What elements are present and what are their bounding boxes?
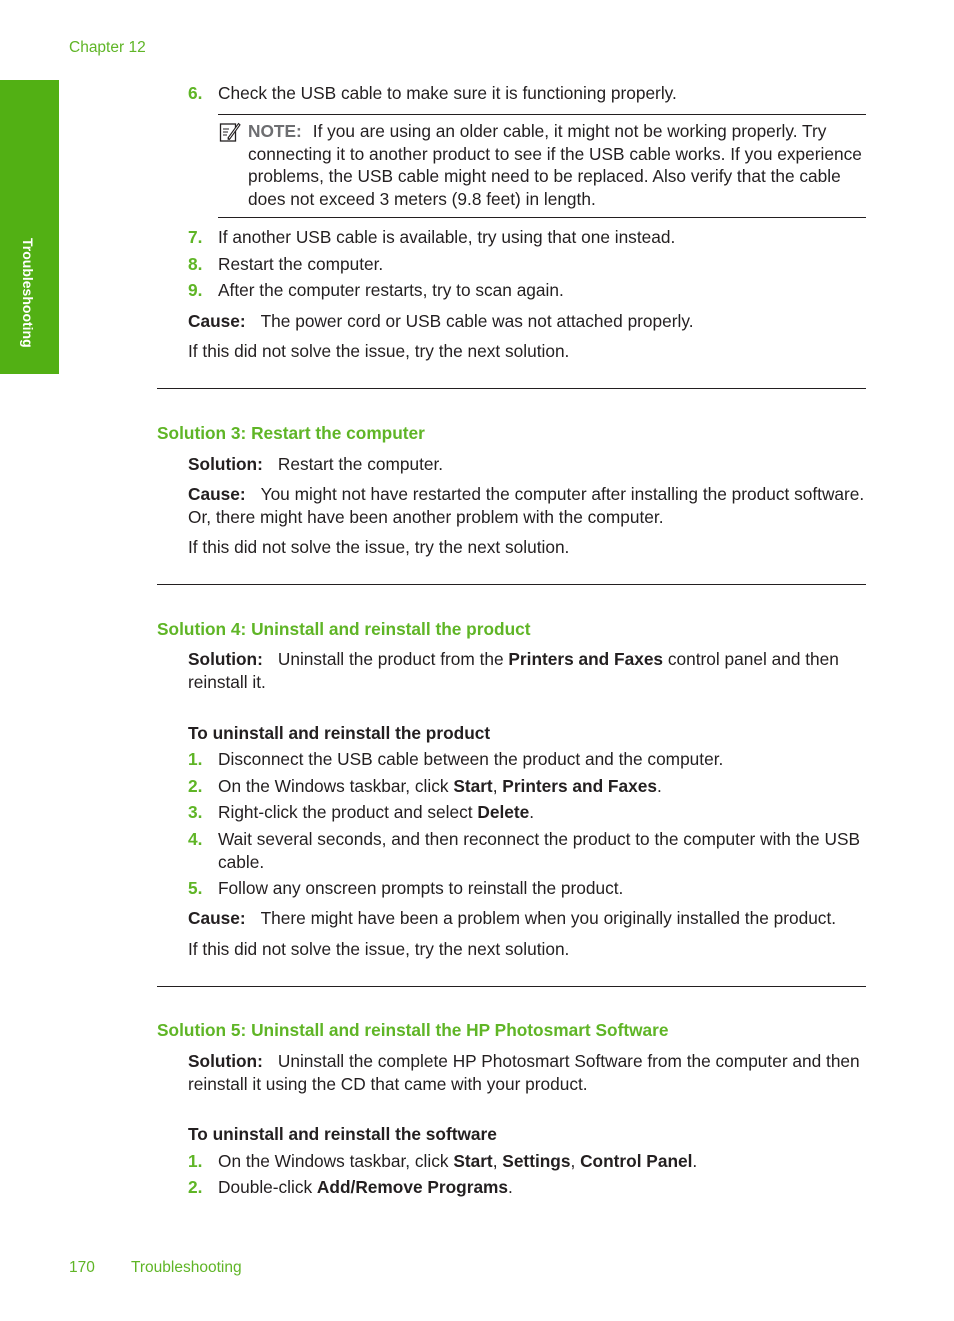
cause-text: There might have been a problem when you originally installed the product. — [260, 908, 837, 928]
step-text-part: Double-click — [218, 1177, 317, 1197]
solution-label: Solution: — [188, 454, 263, 474]
cause-paragraph — [188, 907, 868, 930]
cause-paragraph — [188, 310, 868, 333]
step-bold-start: Start — [453, 776, 493, 796]
footer-section: Troubleshooting — [131, 1259, 242, 1276]
cause-text: The power cord or USB cable was not attached properly. — [260, 311, 694, 331]
step-number: 4. — [188, 829, 203, 849]
step-number: 2. — [188, 776, 203, 796]
step-text-part: Right-click the product and select — [218, 802, 478, 822]
next-solution-text: If this did not solve the issue, try the next solution. — [188, 939, 570, 959]
step-text — [218, 1150, 868, 1173]
section-divider — [157, 584, 866, 585]
step-number: 2. — [188, 1177, 203, 1197]
note-icon — [219, 121, 241, 143]
step-text-end: . — [692, 1151, 698, 1171]
step-text: After the computer restarts, try to scan again. — [218, 280, 564, 300]
step-text: Disconnect the USB cable between the product and the computer. — [218, 749, 724, 769]
solution-text: Restart the computer. — [277, 454, 444, 474]
step-number: 7. — [188, 227, 203, 247]
procedure-title: To uninstall and reinstall the product — [188, 723, 491, 743]
step-number: 3. — [188, 802, 203, 822]
step-text: Follow any onscreen prompts to reinstall the product. — [218, 878, 624, 898]
procedure-title: To uninstall and reinstall the software — [188, 1124, 497, 1144]
note-text — [248, 120, 868, 210]
step-text-end: . — [508, 1177, 513, 1197]
step-bold-add-remove: Add/Remove Programs — [316, 1177, 509, 1197]
note-label: NOTE: — [248, 121, 302, 141]
step-bold-delete: Delete — [477, 802, 530, 822]
step-text: Wait several seconds, and then reconnect the product to the computer with the USB cable. — [218, 829, 860, 872]
solution-label: Solution: — [188, 649, 263, 669]
step-separator: , — [492, 1151, 503, 1171]
step-separator: , — [492, 776, 503, 796]
solution-bold-text: Printers and Faxes — [508, 649, 664, 669]
note-body: If you are using an older cable, it might not be working properly. Try connecting it to another product to see if the USB cable works. If you experience problems, the USB cable might need to be replaced. Also verify that the cable does not exceed 3 meters (9.8 feet) in length. — [248, 121, 862, 209]
step-text — [218, 801, 868, 824]
step-bold-control-panel: Control Panel — [580, 1151, 693, 1171]
note-top-rule — [218, 114, 866, 115]
step-text: Restart the computer. — [218, 254, 384, 274]
solution-text-end: control panel and then reinstall it. — [188, 649, 839, 692]
step-text: If another USB cable is available, try using that one instead. — [218, 227, 676, 247]
step-bold-start: Start — [453, 1151, 493, 1171]
step-text: Check the USB cable to make sure it is functioning properly. — [218, 83, 677, 103]
step-text-end: . — [529, 802, 535, 822]
section-divider — [157, 986, 866, 987]
section-divider — [157, 388, 866, 389]
step-separator: , — [570, 1151, 581, 1171]
step-text — [218, 1176, 868, 1199]
solution-paragraph — [188, 453, 868, 476]
solution-text: Uninstall the product from the — [277, 649, 509, 669]
step-text-part: On the Windows taskbar, click — [218, 1151, 454, 1171]
cause-text: You might not have restarted the computer after installing the product software. Or, there might have been another problem with the computer. — [188, 484, 865, 527]
solution-label: Solution: — [188, 1051, 263, 1071]
step-text-end: . — [656, 776, 662, 796]
step-number: 9. — [188, 280, 203, 300]
step-number: 6. — [188, 83, 203, 103]
solution-text: Uninstall the complete HP Photosmart Software from the computer and then reinstall it using the CD that came with your product. — [188, 1051, 860, 1094]
step-number: 5. — [188, 878, 203, 898]
solution-5-heading: Solution 5: Uninstall and reinstall the HP Photosmart Software — [157, 1020, 669, 1040]
solution-paragraph — [188, 1050, 868, 1095]
step-number: 1. — [188, 1151, 203, 1171]
cause-label: Cause: — [188, 908, 246, 928]
chapter-label: Chapter 12 — [69, 39, 146, 56]
solution-4-heading: Solution 4: Uninstall and reinstall the product — [157, 619, 531, 639]
step-bold-settings: Settings — [502, 1151, 571, 1171]
step-number: 1. — [188, 749, 203, 769]
step-text-part: On the Windows taskbar, click — [218, 776, 454, 796]
next-solution-text: If this did not solve the issue, try the next solution. — [188, 341, 570, 361]
next-solution-text: If this did not solve the issue, try the next solution. — [188, 537, 570, 557]
step-bold-printers: Printers and Faxes — [502, 776, 657, 796]
cause-label: Cause: — [188, 484, 246, 504]
cause-paragraph — [188, 483, 868, 528]
solution-paragraph — [188, 648, 868, 693]
step-number: 8. — [188, 254, 203, 274]
cause-label: Cause: — [188, 311, 246, 331]
step-text — [218, 775, 868, 798]
side-tab-label: Troubleshooting — [20, 238, 36, 348]
page-number: 170 — [69, 1259, 95, 1276]
solution-3-heading: Solution 3: Restart the computer — [157, 423, 425, 443]
note-bottom-rule — [218, 217, 866, 218]
